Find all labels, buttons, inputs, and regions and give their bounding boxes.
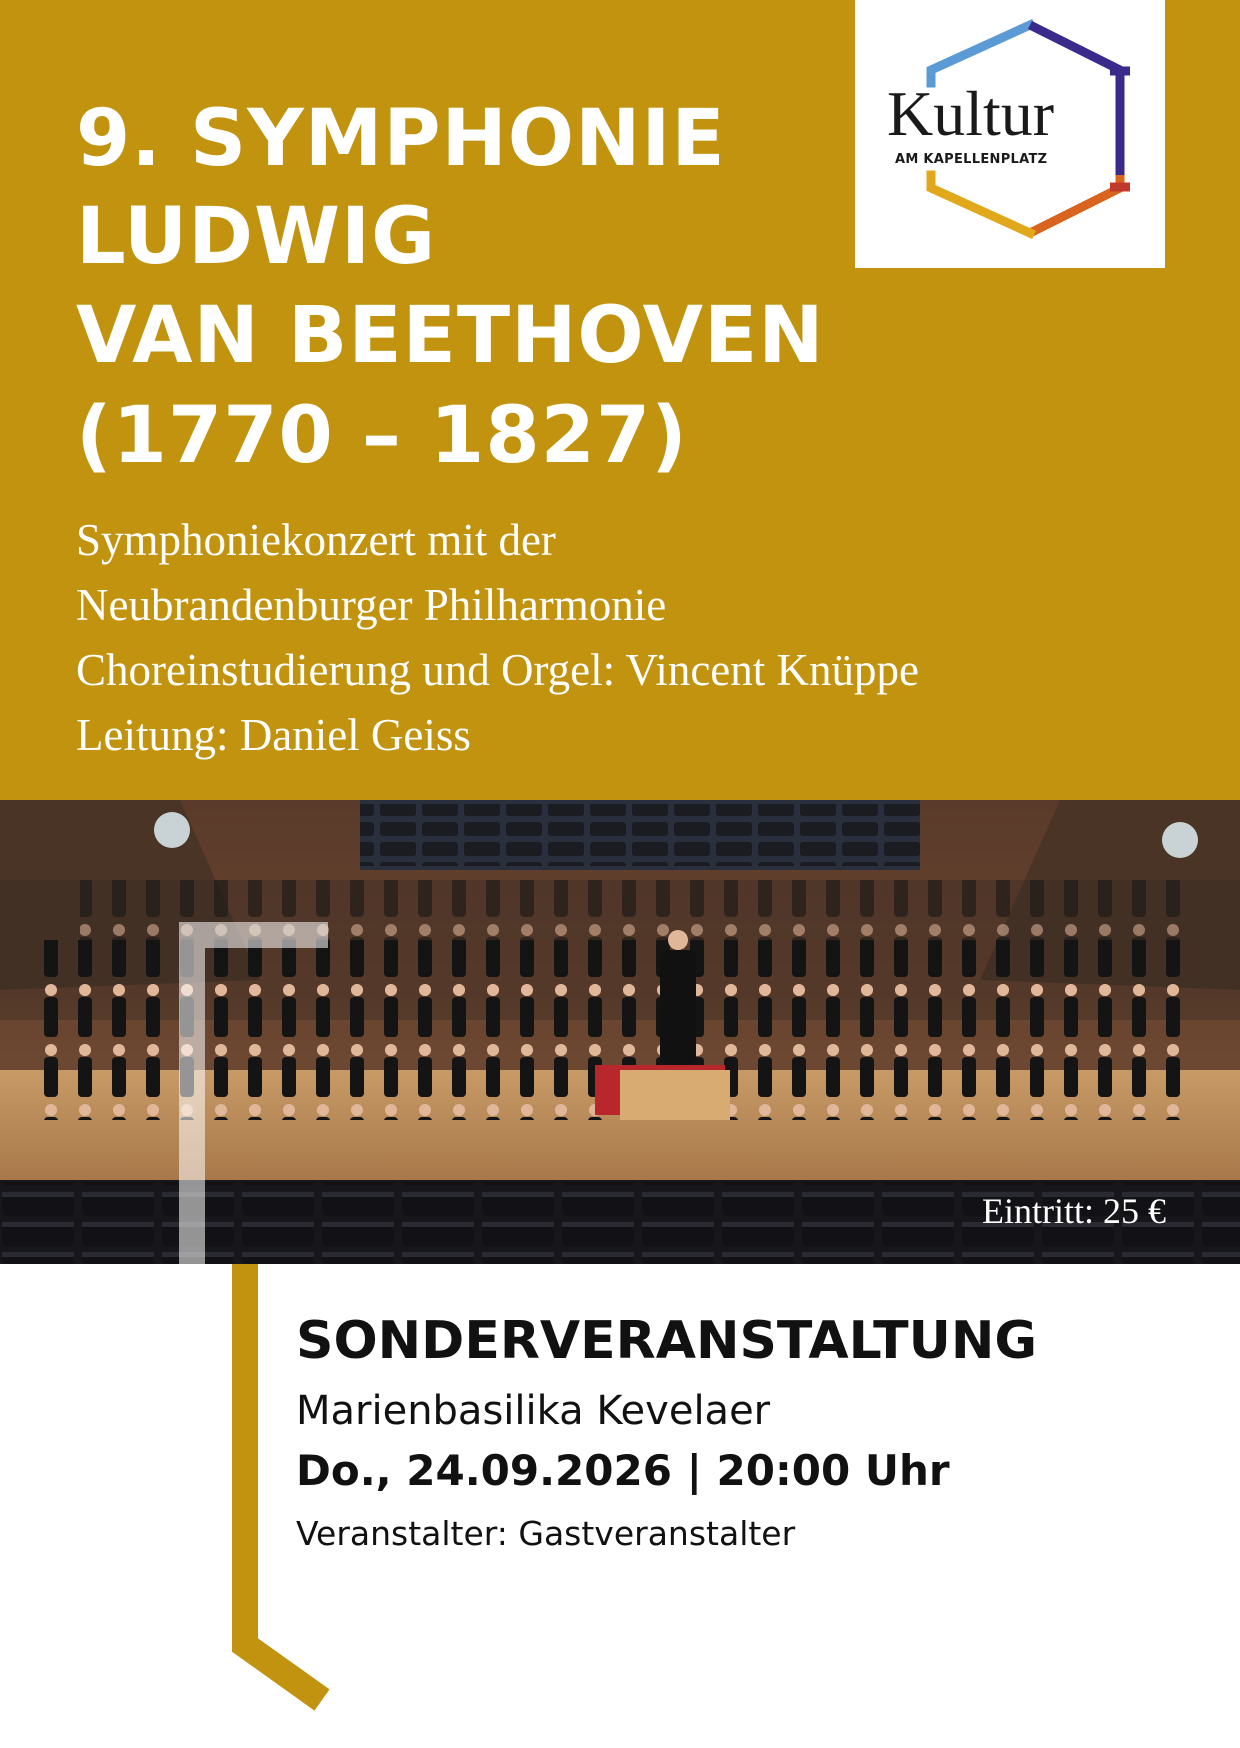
title-line-2: LUDWIG — [76, 192, 437, 282]
event-venue: Marienbasilika Kevelaer — [296, 1388, 771, 1434]
subtitle-line-3: Choreinstudierung und Orgel: Vincent Knüppe — [76, 645, 920, 695]
subtitle-line-2: Neubrandenburger Philharmonie — [76, 580, 667, 630]
logo-wordmark: Kultur — [887, 78, 1055, 149]
logo-tagline: AM KAPELLENPLATZ — [895, 152, 1048, 167]
event-organizer: Veranstalter: Gastveranstalter — [296, 1514, 796, 1553]
title-line-1: 9. SYMPHONIE — [76, 94, 726, 184]
title-line-4: (1770 – 1827) — [76, 391, 688, 481]
subtitle-line-1: Symphoniekonzert mit der — [76, 515, 556, 565]
title-line-3: VAN BEETHOVEN — [76, 291, 825, 381]
event-category: SONDERVERANSTALTUNG — [296, 1311, 1038, 1371]
event-datetime: Do., 24.09.2026 | 20:00 Uhr — [296, 1446, 950, 1495]
admission-price: Eintritt: 25 € — [982, 1191, 1166, 1231]
subtitle-line-4: Leitung: Daniel Geiss — [76, 710, 471, 760]
